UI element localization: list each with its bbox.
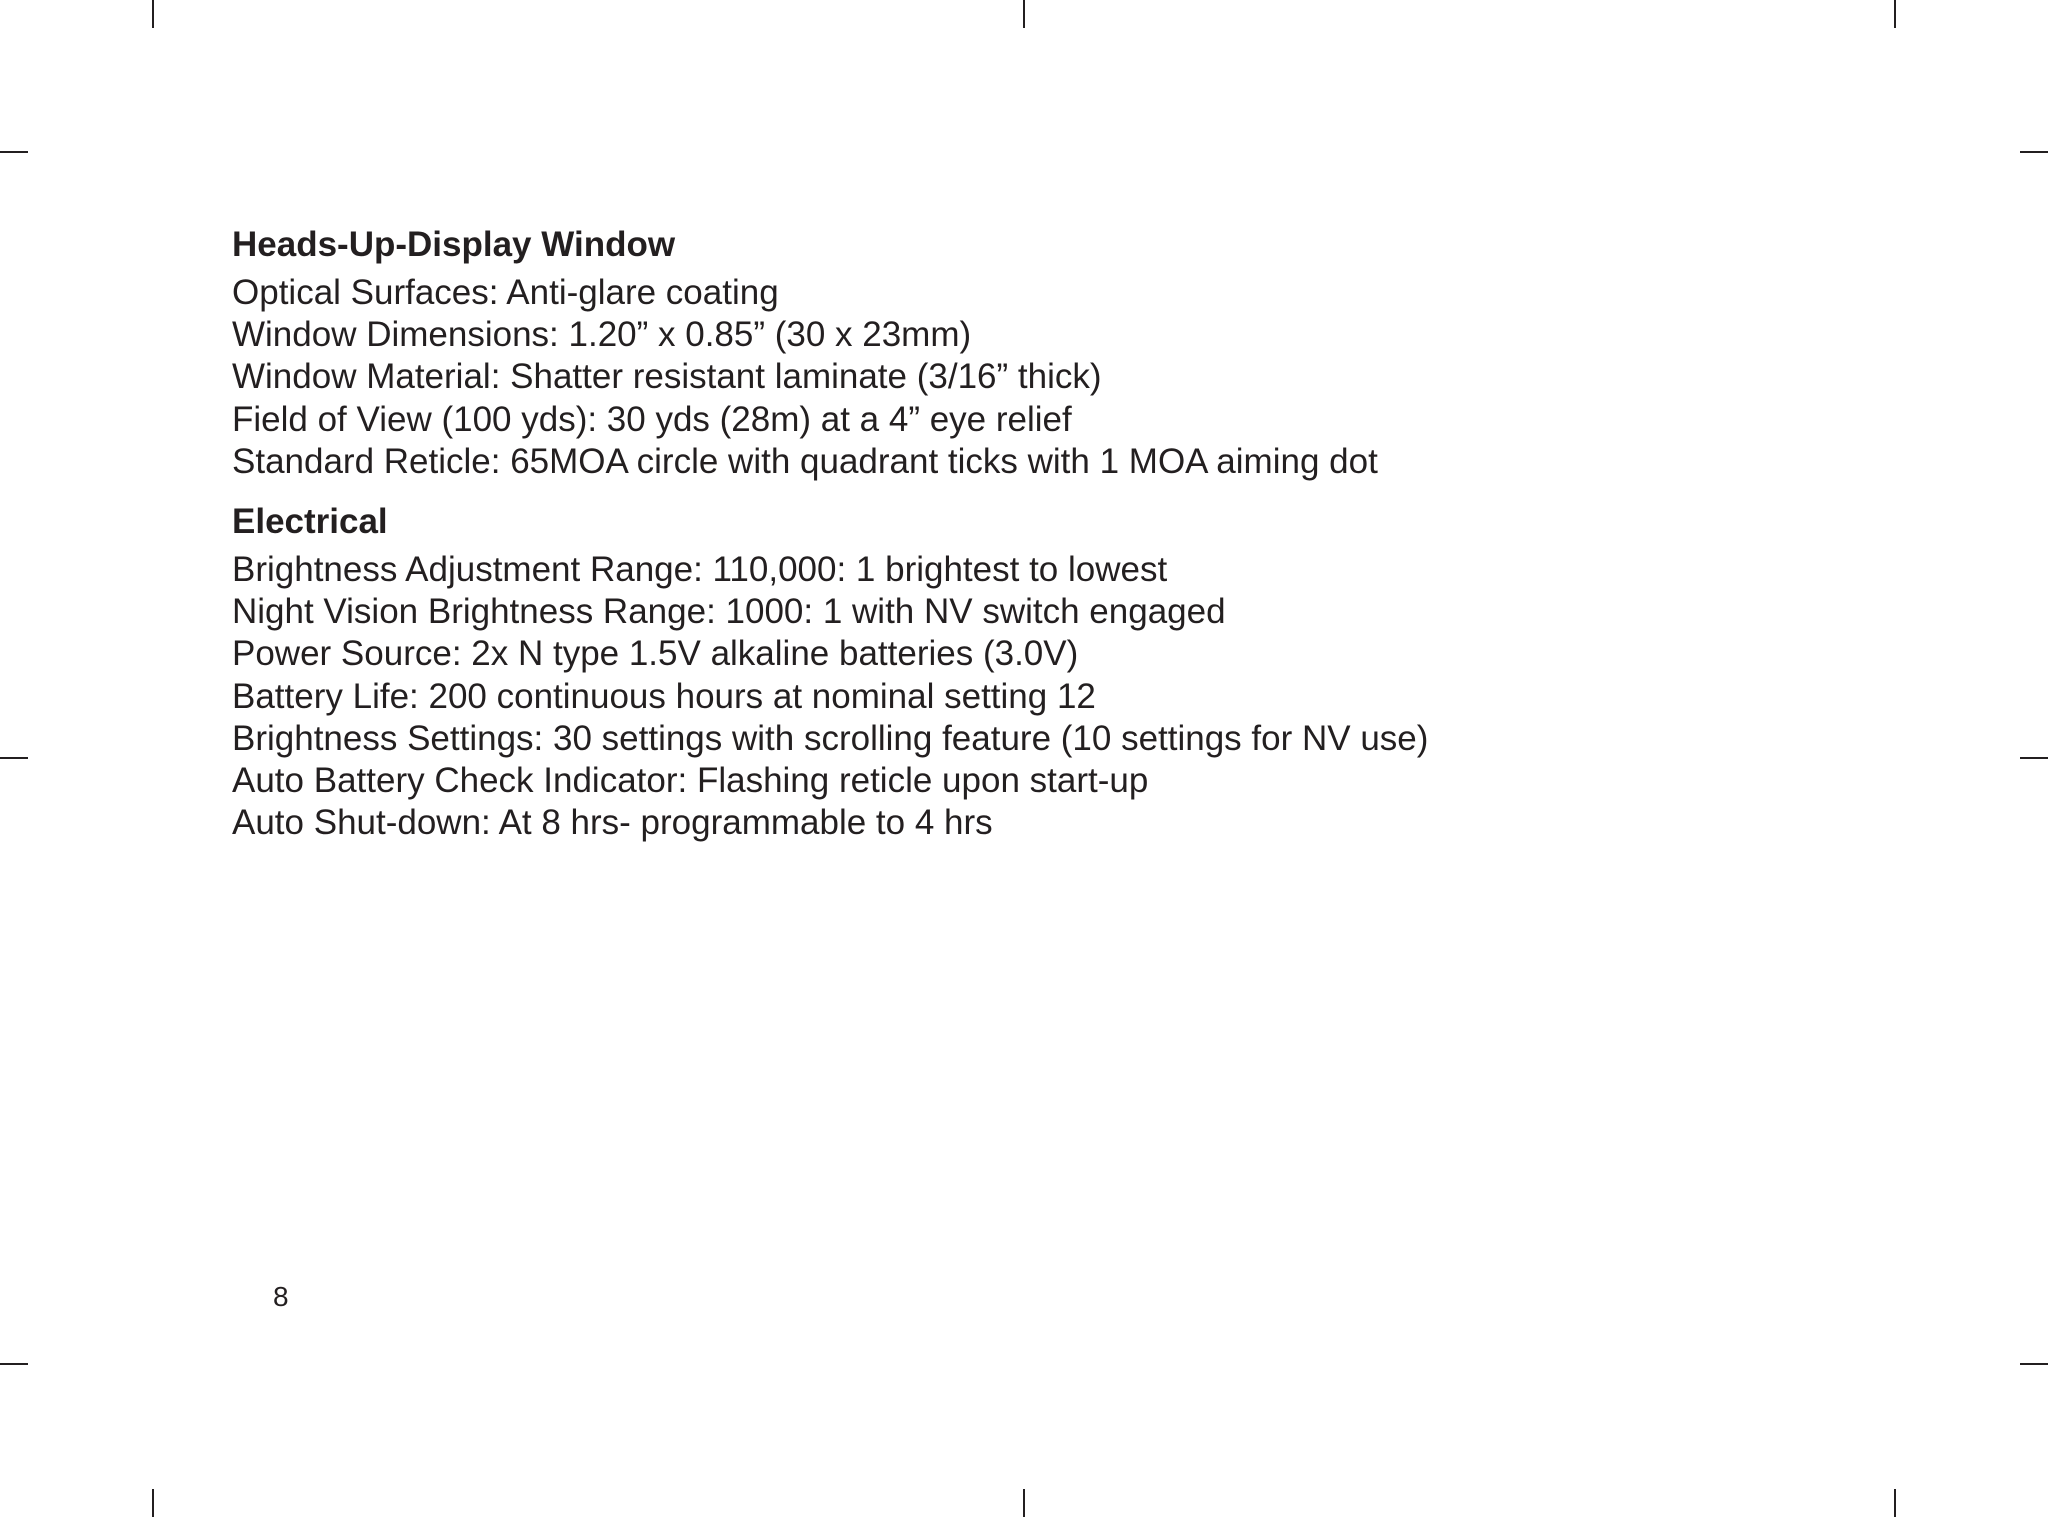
section-hud-window (232, 224, 1932, 483)
section-electrical (232, 501, 1932, 844)
spec-line: Auto Battery Check Indicator: Flashing reticle upon start-up (232, 761, 1149, 801)
section-heading: Electrical (232, 502, 388, 542)
spec-line: Optical Surfaces: Anti-glare coating (232, 273, 779, 312)
crop-mark-right-middle (2020, 757, 2048, 759)
spec-line: Battery Life: 200 continuous hours at nominal setting 12 (232, 676, 1096, 716)
section-heading: Heads-Up-Display Window (232, 225, 676, 264)
spec-line: Power Source: 2x N type 1.5V alkaline batteries (3.0V) (232, 634, 1079, 674)
spec-line: Night Vision Brightness Range: 1000: 1 with NV switch engaged (232, 592, 1226, 632)
crop-mark-right-upper (2020, 151, 2048, 153)
spec-line: Auto Shut-down: At 8 hrs- programmable to 4 hrs (232, 803, 993, 843)
spec-list (232, 272, 1932, 483)
spec-line: Window Dimensions: 1.20” x 0.85” (30 x 23mm) (232, 315, 972, 355)
crop-mark-top-right (1894, 0, 1896, 28)
crop-mark-top-center (1023, 0, 1025, 28)
crop-mark-top-left (152, 0, 154, 28)
crop-mark-bottom-right (1894, 1489, 1896, 1517)
crop-mark-right-lower (2020, 1363, 2048, 1365)
crop-mark-bottom-center (1023, 1489, 1025, 1517)
crop-mark-left-middle (0, 757, 28, 759)
spec-line: Brightness Adjustment Range: 110,000: 1 brightest to lowest (232, 550, 1168, 590)
crop-mark-left-upper (0, 151, 28, 153)
crop-mark-bottom-left (152, 1489, 154, 1517)
spec-line: Field of View (100 yds): 30 yds (28m) at a 4” eye relief (232, 399, 1072, 439)
crop-mark-left-lower (0, 1363, 28, 1365)
page-number: 8 (273, 1281, 289, 1312)
spec-line: Window Material: Shatter resistant laminate (3/16” thick) (232, 357, 1102, 397)
spec-list (232, 549, 1932, 844)
spec-line: Brightness Settings: 30 settings with scrolling feature (10 settings for NV use) (232, 718, 1429, 758)
spec-content (232, 224, 1932, 844)
spec-line: Standard Reticle: 65MOA circle with quadrant ticks with 1 MOA aiming dot (232, 441, 1378, 481)
